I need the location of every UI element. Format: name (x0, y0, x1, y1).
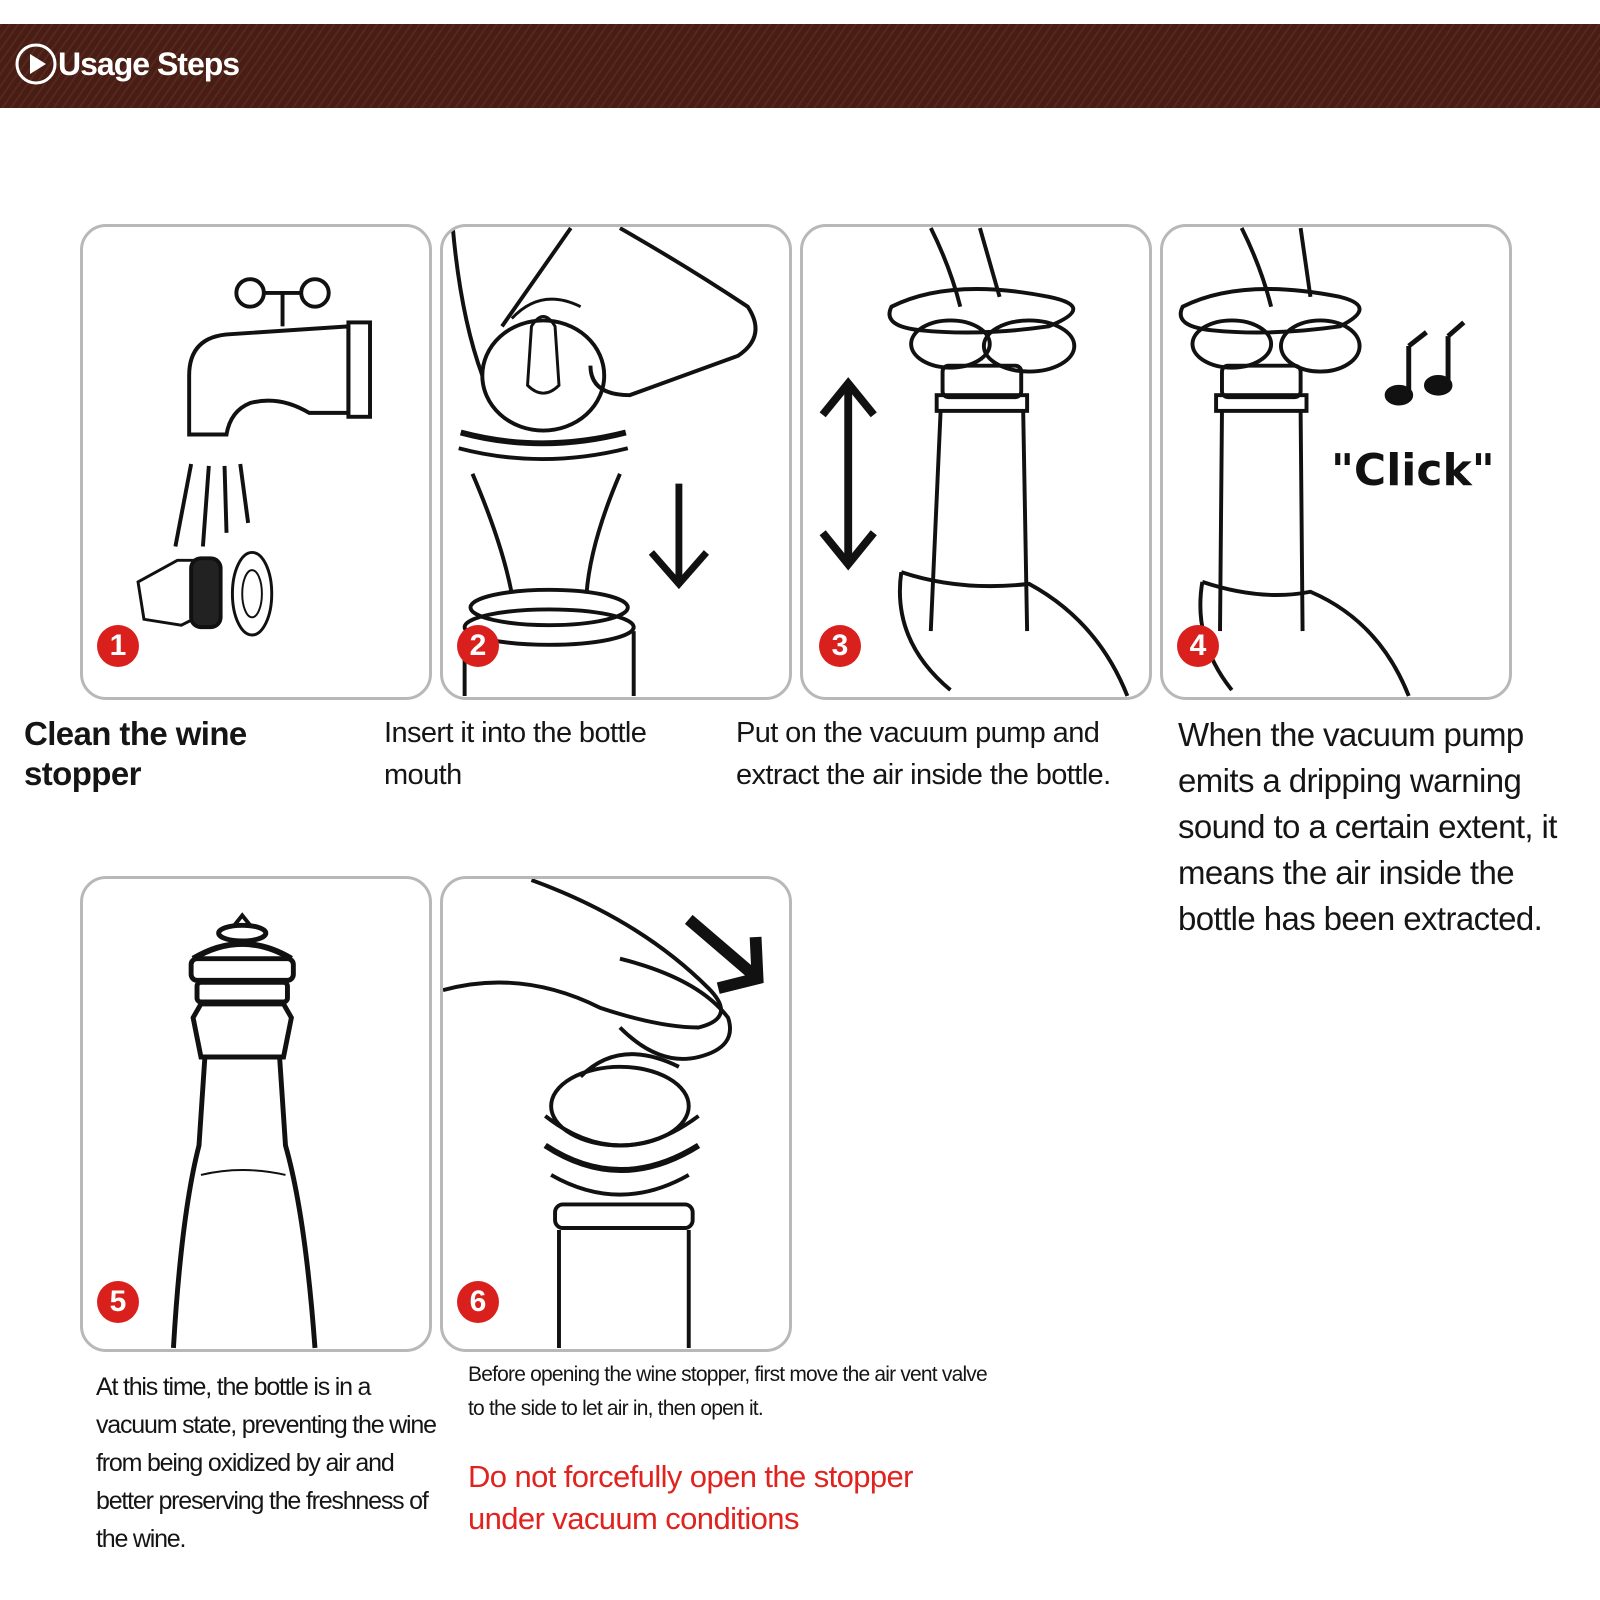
play-circle-icon (14, 42, 58, 86)
step-6-warning: Do not forcefully open the stopper under vacuum conditions (468, 1459, 913, 1536)
step-2-panel (440, 224, 792, 700)
step-badge: 2 (457, 625, 499, 667)
step-3-caption: Put on the vacuum pump and extract the air inside the bottle. (736, 717, 1111, 791)
insert-stopper-illustration (443, 227, 789, 697)
step-badge: 6 (457, 1281, 499, 1323)
step-1-caption: Clean the wine stopper (24, 715, 247, 792)
step-6-caption: Before opening the wine stopper, first move the air vent valve to the side to let air in, then open it. (468, 1363, 987, 1420)
step-badge: 4 (1177, 625, 1219, 667)
step-1-panel (80, 224, 432, 700)
header-banner (0, 24, 1600, 108)
faucet-stopper-illustration (83, 227, 429, 697)
step-5-caption: At this time, the bottle is in a vacuum state, preventing the wine from being oxidized by air and better preserving the freshness of the wine. (96, 1373, 436, 1553)
step-3-panel (800, 224, 1152, 700)
page-title: Usage Steps (58, 46, 240, 82)
step-badge: 3 (819, 625, 861, 667)
step-4-panel (1160, 224, 1512, 700)
open-valve-illustration (443, 879, 789, 1349)
step-2-caption: Insert it into the bottle mouth (384, 717, 647, 791)
click-sound-label: "Click" (1331, 445, 1495, 496)
step-badge: 5 (97, 1281, 139, 1323)
sealed-bottle-illustration (83, 879, 429, 1349)
step-5-panel (80, 876, 432, 1352)
step-6-panel (440, 876, 792, 1352)
step-badge: 1 (97, 625, 139, 667)
pump-illustration (803, 227, 1149, 697)
step-4-caption: When the vacuum pump emits a dripping warning sound to a certain extent, it means the air inside the bottle has been extracted. (1178, 716, 1557, 937)
